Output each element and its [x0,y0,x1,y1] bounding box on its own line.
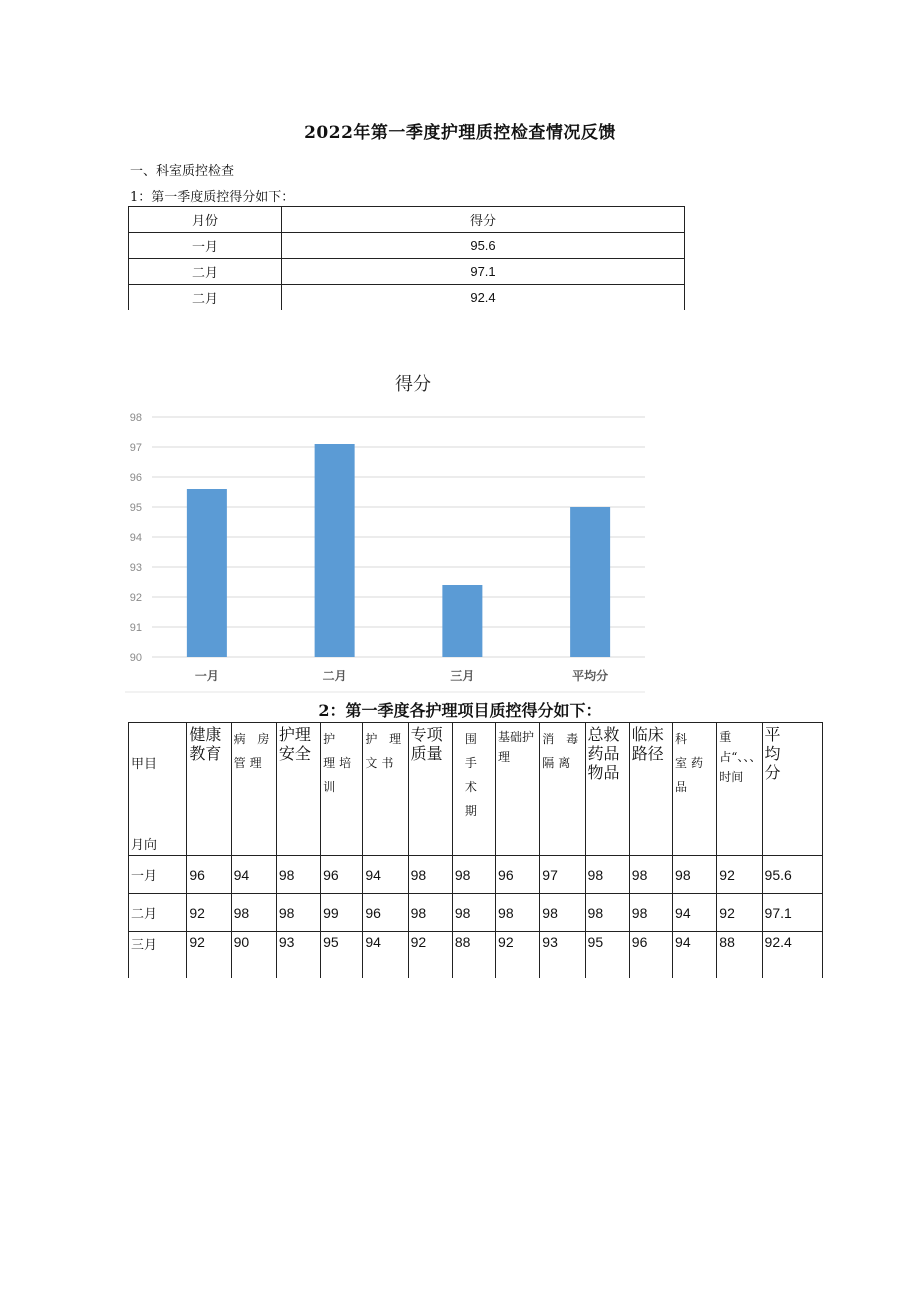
column-header-label: 科 室药品 [675,732,708,794]
month-cell: 二月 [129,894,187,932]
column-header-label: 消 毒隔离 [542,732,583,770]
y-tick-label: 94 [129,532,142,544]
score-cell: 95 [585,932,629,979]
score-cell: 98 [673,856,717,894]
table-header-row [129,207,685,233]
month-cell: 二月 [129,285,282,311]
table-row [129,932,823,979]
score-cell: 92 [187,932,231,979]
score-cell: 94 [231,856,276,894]
column-header-label: 平均分 [764,725,781,782]
column-header-label: 总救药品物品 [587,725,620,782]
score-cell: 98 [408,894,452,932]
column-header-score: 得分 [282,207,685,233]
x-tick-label: 三月 [450,669,475,683]
score-cell: 96 [363,894,408,932]
score-cell: 98 [629,856,672,894]
monthly-score-table [128,206,685,310]
column-header [187,723,231,856]
table-row [129,259,685,285]
score-cell: 96 [496,856,540,894]
column-header-label: 护理安全 [278,725,311,763]
chart-bars [187,444,610,657]
y-tick-label: 92 [129,592,142,604]
score-cell: 92.4 [282,285,685,311]
score-cell: 94 [673,932,717,979]
score-cell: 92 [717,894,762,932]
y-tick-label: 98 [129,412,142,424]
x-tick-label: 一月 [194,669,219,683]
column-header [496,723,540,856]
score-cell: 98 [408,856,452,894]
corner-label-item: 甲目 [131,757,158,772]
month-cell: 一月 [129,856,187,894]
score-cell: 98 [629,894,672,932]
score-cell: 90 [231,932,276,979]
subsection-heading-2: 2：第一季度各护理项目质控得分如下： [318,701,602,720]
column-header [629,723,672,856]
score-cell: 92 [187,894,231,932]
column-header-label: 基础护理 [498,730,535,764]
score-cell: 98 [585,856,629,894]
score-cell: 96 [321,856,363,894]
score-cell: 95 [321,932,363,979]
column-header-label: 健康教育 [189,725,222,763]
table-header-row [129,723,823,856]
y-tick-label: 96 [129,472,142,484]
column-header-label: 重占“、、、时间 [719,730,762,784]
table-row [129,285,685,311]
y-tick-label: 93 [129,562,142,574]
score-cell: 94 [363,856,408,894]
chart-y-axis [130,412,142,664]
score-cell: 96 [629,932,672,979]
table-row [129,233,685,259]
score-cell: 99 [321,894,363,932]
score-cell: 88 [452,932,495,979]
score-cell: 98 [540,894,585,932]
score-cell: 98 [452,894,495,932]
score-cell: 93 [540,932,585,979]
table-row [129,894,823,932]
score-cell: 96 [187,856,231,894]
column-header [276,723,320,856]
column-header-label: 病 房管理 [233,732,274,770]
subsection-heading-1: 1：第一季度质控得分如下： [130,190,295,205]
column-header-label: 临床路径 [631,725,664,763]
x-tick-label: 二月 [322,669,347,683]
bar [570,507,610,657]
bar [315,444,355,657]
column-header [231,723,276,856]
bar [442,585,482,657]
score-cell: 95.6 [282,233,685,259]
score-cell: 92 [717,856,762,894]
month-cell: 一月 [129,233,282,259]
project-score-table-body [129,856,823,979]
corner-label-month: 月向 [131,838,158,853]
score-cell: 98 [276,894,320,932]
column-header [717,723,762,856]
score-cell: 95.6 [762,856,822,894]
section-heading: 一、科室质控检查 [130,164,235,179]
document-title: 2022年第一季度护理质控检查情况反馈 [304,123,616,143]
month-cell: 二月 [129,259,282,285]
score-cell: 88 [717,932,762,979]
score-cell: 97 [540,856,585,894]
score-cell: 98 [585,894,629,932]
column-header-label: 护 理培训 [323,732,356,794]
column-header-month: 月份 [129,207,282,233]
score-cell: 94 [673,894,717,932]
score-cell: 97.1 [762,894,822,932]
score-cell: 92 [496,932,540,979]
column-header [452,723,495,856]
chart-title: 得分 [395,374,431,394]
score-cell: 92 [408,932,452,979]
corner-header-cell [129,723,187,856]
x-tick-label: 平均分 [572,669,609,683]
score-cell: 97.1 [282,259,685,285]
column-header [762,723,822,856]
column-header-label: 护 理文书 [365,732,406,770]
y-tick-label: 97 [129,442,142,454]
score-cell: 94 [363,932,408,979]
column-header-label: 围手术期 [464,732,477,818]
chart-x-axis [195,668,608,683]
score-cell: 92.4 [762,932,822,979]
score-cell: 93 [276,932,320,979]
y-tick-label: 91 [129,622,142,634]
score-cell: 98 [276,856,320,894]
column-header [585,723,629,856]
score-cell: 98 [452,856,495,894]
y-tick-label: 95 [129,502,142,514]
y-tick-label: 90 [129,652,142,664]
table-row [129,856,823,894]
score-bar-chart [120,360,650,700]
column-header [321,723,363,856]
column-header [363,723,408,856]
column-header [673,723,717,856]
month-cell: 三月 [129,932,187,979]
column-header [540,723,585,856]
project-score-table [128,722,823,978]
column-header-label: 专项质量 [410,725,443,763]
score-cell: 98 [496,894,540,932]
score-cell: 98 [231,894,276,932]
column-header [408,723,452,856]
bar [187,489,227,657]
